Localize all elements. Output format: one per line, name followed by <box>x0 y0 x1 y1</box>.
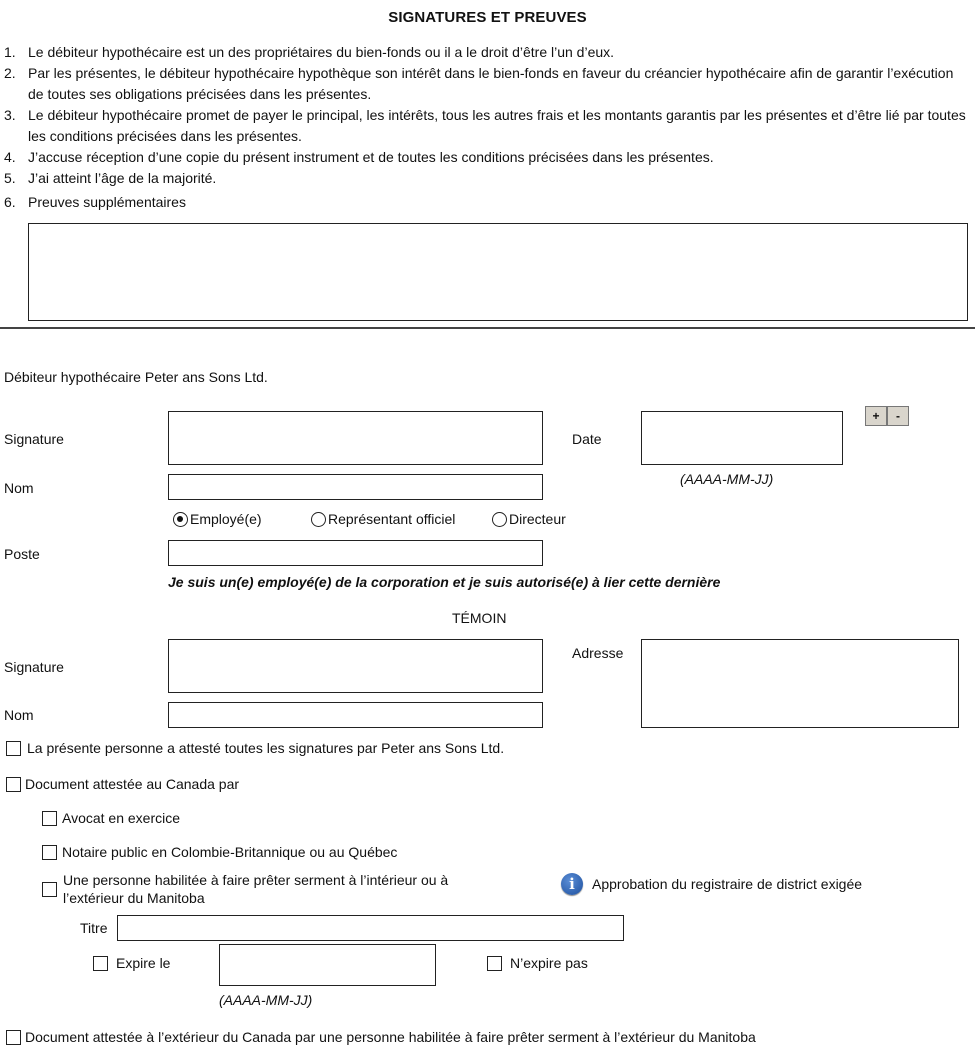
checkbox-unchecked-icon[interactable] <box>487 956 502 971</box>
authorization-note: Je suis un(e) employé(e) de la corporation et je suis autorisé(e) à lier cette dernière <box>168 574 721 590</box>
witness-signature-field[interactable] <box>168 639 543 693</box>
checkbox-unchecked-icon[interactable] <box>42 845 57 860</box>
statement-item <box>4 192 969 213</box>
checkbox-label: Notaire public en Colombie-Britannique ou au Québec <box>62 844 398 860</box>
statement-number: 6. <box>4 194 16 210</box>
notary-checkbox-row[interactable] <box>42 844 397 860</box>
statement-text: Le débiteur hypothécaire est un des propriétaires du bien-fonds ou il a le droit d’être l’un d’eux. <box>28 44 615 60</box>
mortgagor-date-field[interactable] <box>641 411 843 465</box>
expiry-format-hint: (AAAA-MM-JJ) <box>219 992 313 1008</box>
radio-unselected-icon <box>492 512 507 527</box>
checkbox-unchecked-icon[interactable] <box>6 1030 21 1045</box>
radio-label: Employé(e) <box>190 511 262 527</box>
statement-number: 4. <box>4 149 16 165</box>
checkbox-unchecked-icon[interactable] <box>93 956 108 971</box>
checkbox-unchecked-icon[interactable] <box>6 777 21 792</box>
section-divider <box>0 327 975 329</box>
statement-item <box>4 42 969 63</box>
expiry-date-field[interactable] <box>219 944 436 986</box>
info-note-text: Approbation du registraire de district exigée <box>592 876 863 892</box>
role-radio-group <box>173 511 566 527</box>
mortgagor-signature-field[interactable] <box>168 411 543 465</box>
checkbox-label: Expire le <box>116 955 171 971</box>
remove-signer-button[interactable]: - <box>887 406 909 426</box>
title-field[interactable] <box>117 915 624 941</box>
checkbox-label: Document attestée à l’extérieur du Canada par une personne habilitée à faire prêter serment à l’extérieur du Manitoba <box>25 1029 756 1045</box>
date-label: Date <box>572 431 602 447</box>
commissioner-checkbox-row[interactable] <box>42 871 448 907</box>
witness-address-field[interactable] <box>641 639 959 728</box>
role-radio-employee[interactable] <box>173 511 311 527</box>
signature-label: Signature <box>4 431 64 447</box>
checkbox-unchecked-icon[interactable] <box>6 741 21 756</box>
statement-item <box>4 147 969 168</box>
checkbox-label-line2: l’extérieur du Manitoba <box>63 890 205 906</box>
checkbox-label: Document attestée au Canada par <box>25 776 240 792</box>
role-radio-director[interactable] <box>492 511 566 527</box>
checkbox-unchecked-icon[interactable] <box>42 882 57 897</box>
statement-text: Preuves supplémentaires <box>28 194 186 210</box>
witness-name-field[interactable] <box>168 702 543 728</box>
statement-number: 3. <box>4 107 16 123</box>
position-label: Poste <box>4 546 40 562</box>
mortgagor-position-field[interactable] <box>168 540 543 566</box>
statement-item <box>4 105 969 147</box>
additional-evidence-input[interactable] <box>28 223 968 321</box>
statement-item <box>4 168 969 189</box>
checkbox-unchecked-icon[interactable] <box>42 811 57 826</box>
statement-item <box>4 63 969 105</box>
radio-label: Directeur <box>509 511 566 527</box>
statement-text: Le débiteur hypothécaire promet de payer le principal, les intérêts, tous les autres frais et les montants garantis par les présentes et d’être lié par toutes les conditions précisées dans les présentes. <box>28 107 966 144</box>
add-signer-button[interactable]: + <box>865 406 887 426</box>
checkbox-label: N’expire pas <box>510 955 588 971</box>
mortgagor-heading: Débiteur hypothécaire Peter ans Sons Ltd. <box>4 369 268 385</box>
registrar-approval-note <box>561 873 862 895</box>
name-label: Nom <box>4 480 34 496</box>
checkbox-label <box>63 871 448 907</box>
radio-label: Représentant officiel <box>328 511 456 527</box>
statement-number: 2. <box>4 65 16 81</box>
no-expiry-checkbox-row[interactable] <box>487 955 588 971</box>
radio-selected-icon <box>173 512 188 527</box>
title-label: Titre <box>80 920 108 936</box>
expires-checkbox-row[interactable] <box>93 955 170 971</box>
date-format-hint: (AAAA-MM-JJ) <box>680 471 774 487</box>
checkbox-label: Avocat en exercice <box>62 810 181 826</box>
statements-list <box>4 42 969 213</box>
radio-unselected-icon <box>311 512 326 527</box>
witness-heading: TÉMOIN <box>452 610 507 626</box>
mortgagor-name-field[interactable] <box>168 474 543 500</box>
page-title: SIGNATURES ET PREUVES <box>388 9 587 26</box>
statement-text: J’ai atteint l’âge de la majorité. <box>28 170 217 186</box>
info-icon[interactable]: i <box>561 873 583 895</box>
signer-stepper <box>865 406 909 426</box>
role-radio-official-representative[interactable] <box>311 511 492 527</box>
checkbox-label-line1: Une personne habilitée à faire prêter serment à l’intérieur ou à <box>63 872 449 888</box>
statement-text: J’accuse réception d’une copie du présent instrument et de toutes les conditions précisées dans les présentes. <box>28 149 714 165</box>
statement-number: 1. <box>4 44 16 60</box>
checkbox-label: La présente personne a attesté toutes les signatures par Peter ans Sons Ltd. <box>27 740 505 756</box>
witness-name-label: Nom <box>4 707 34 723</box>
statement-text: Par les présentes, le débiteur hypothécaire hypothèque son intérêt dans le bien-fonds en faveur du créancier hypothécaire afin de garantir l’exécution de toutes ses obligations précisées dans les présentes. <box>28 65 954 102</box>
attested-all-checkbox-row[interactable] <box>6 740 504 756</box>
witness-address-label: Adresse <box>572 645 624 661</box>
in-canada-checkbox-row[interactable] <box>6 776 239 792</box>
outside-canada-checkbox-row[interactable] <box>6 1029 756 1045</box>
statement-number: 5. <box>4 170 16 186</box>
witness-signature-label: Signature <box>4 659 64 675</box>
lawyer-checkbox-row[interactable] <box>42 810 180 826</box>
